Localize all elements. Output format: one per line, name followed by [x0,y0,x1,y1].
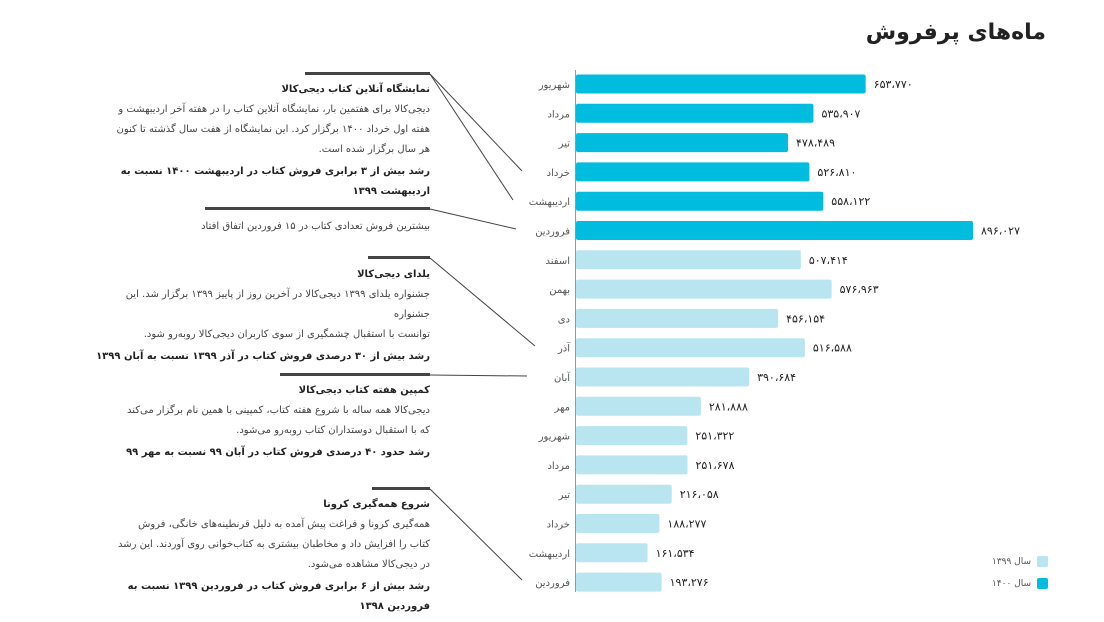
annotation-rule [305,72,430,75]
bar-value-label: ۵۱۶،۵۸۸ [812,341,852,355]
annotation-line: که با استقبال دوستداران کتاب روبه‌رو می‌شود. [236,425,430,436]
bar-1400 [576,104,813,123]
annotation-line: هفته اول خرداد ۱۴۰۰ برگزار کرد. این نمایشگاه از هفت سال گذشته تا کنون [116,124,430,135]
category-label: فروردین [535,578,570,590]
bar-1399 [576,455,688,474]
annotation-highlight: رشد بیش از ۶ برابری فروش کتاب در فروردین ۱۳۹۹ نسبت به فروردین ۱۳۹۸ [127,581,430,612]
bar-1400 [576,75,866,94]
annotation-line: جشنواره یلدای ۱۳۹۹ دیجی‌کالا در آخرین روز از پاییز ۱۳۹۹ برگزار شد. این جشنواره [125,289,430,320]
bar-value-label: ۴۷۸،۴۸۹ [796,136,836,150]
category-label: مرداد [547,109,570,121]
bar-value-label: ۶۵۳،۷۷۰ [873,78,913,91]
bar-value-label: ۳۹۰،۶۸۴ [757,371,797,384]
annotation-line: در دیجی‌کالا مشاهده می‌شود. [307,559,430,570]
category-label: شهریور [538,80,570,91]
category-label: آذر [557,343,570,355]
bar-value-label: ۲۵۱،۳۲۲ [695,429,735,443]
legend-item-1399 [992,556,1048,567]
category-label: مهر [554,402,570,414]
category-label: اردیبهشت [528,548,570,560]
category-label: تیر [558,138,570,150]
bar-value-label: ۵۵۸،۱۲۲ [831,195,871,209]
leader-line [430,375,527,376]
annotation-rule [368,256,430,259]
annotation-title: یلدای دیجی‌کالا [357,269,430,280]
bar-value-label: ۵۰۷،۴۱۴ [808,253,848,267]
bar-1399 [576,543,648,562]
annotation-rule [205,207,430,210]
bar-1399 [576,485,672,504]
leader-lines [430,74,535,580]
annotation-line: کتاب را افزایش داد و مخاطبان بیشتری به کتاب‌خوانی روی آوردند. این رشد [117,539,430,550]
annotation-title: کمپین هفته کتاب دیجی‌کالا [298,385,430,396]
legend-swatch [1037,578,1048,589]
bar-1399 [576,250,801,269]
bar-1399 [576,338,805,357]
annotation-rule [280,373,430,376]
category-label: دی [557,314,570,326]
annotation-highlight: رشد بیش از ۳۰ درصدی فروش کتاب در آذر ۱۳۹۹ نسبت به آبان ۱۳۹۹ [96,351,430,362]
bar-1400 [576,133,788,152]
bar-1399 [576,397,701,416]
leader-line [430,258,535,346]
annotation-highlight: رشد حدود ۴۰ درصدی فروش کتاب در آبان ۹۹ نسبت به مهر ۹۹ [126,447,430,458]
annotation-book-fair [95,72,430,202]
category-label: شهریور [538,431,570,443]
category-label: مرداد [547,460,570,472]
category-label: تیر [558,490,570,502]
legend-swatch [1037,556,1048,567]
bar-value-label: ۵۷۶،۹۶۳ [839,283,879,297]
annotation-line: توانست با استقبال چشمگیری از سوی کاربران دیجی‌کالا روبه‌رو شود. [143,329,430,340]
chart-title: ماه‌های پرفروش [865,20,1046,45]
category-label: اسفند [545,255,570,267]
annotation-line: دیجی‌کالا برای هفتمین بار، نمایشگاه آنلاین کتاب را در هفته آخر اردیبهشت و [118,104,430,115]
annotation-line: بیشترین فروش تعدادی کتاب در ۱۵ فروردین اتفاق افتاد [201,221,430,232]
category-label: خرداد [546,519,570,531]
leader-line [430,489,522,580]
bars-group [529,70,1020,592]
bar-value-label: ۱۸۸،۲۷۷ [667,517,707,531]
leader-line [430,74,522,171]
bar-1399 [576,280,832,299]
category-label: آبان [554,373,570,384]
annotation-yalda [95,256,430,367]
legend-item-1400 [992,578,1048,589]
bar-1399 [576,573,662,592]
annotation-title: نمایشگاه آنلاین کتاب دیجی‌کالا [281,84,430,95]
leader-line [430,209,516,229]
annotation-farvardin [95,207,430,237]
bar-value-label: ۵۳۵،۹۰۷ [821,107,861,121]
leader-line [430,74,513,200]
bar-1399 [576,426,687,445]
annotation-line: همه‌گیری کرونا و فراغت پیش آمده به دلیل قرنطینه‌های خانگی، فروش [138,519,430,530]
bar-value-label: ۱۹۳،۲۷۶ [669,576,709,590]
category-label: فروردین [535,226,570,238]
category-label: خرداد [546,167,570,179]
annotation-corona [95,487,430,617]
bar-1400 [576,162,809,181]
bar-value-label: ۵۲۶،۸۱۰ [817,165,857,179]
annotation-highlight: رشد بیش از ۳ برابری فروش کتاب در اردیبهشت ۱۴۰۰ نسبت به اردیبهشت ۱۳۹۹ [120,166,430,197]
bar-1399 [576,368,749,387]
annotation-book-week [95,373,430,463]
bar-1400 [576,192,823,211]
legend-label: سال ۱۴۰۰ [991,579,1031,589]
annotation-title: شروع همه‌گیری کرونا [323,499,430,510]
bar-value-label: ۲۱۶،۰۵۸ [679,488,719,502]
bar-1400 [576,221,973,240]
bar-value-label: ۸۹۶،۰۲۷ [981,224,1020,238]
category-label: بهمن [549,285,570,297]
bar-value-label: ۱۶۱،۵۳۴ [655,546,695,560]
bar-value-label: ۲۵۱،۶۷۸ [695,458,735,472]
legend-label: سال ۱۳۹۹ [991,557,1031,567]
bar-1399 [576,514,659,533]
annotation-line: هر سال برگزار شده است. [318,144,430,155]
bar-1399 [576,309,778,328]
bar-value-label: ۴۵۶،۱۵۴ [786,312,826,326]
annotation-rule [372,487,430,490]
annotation-line: دیجی‌کالا همه ساله با شروع هفته کتاب، کمپینی با همین نام برگزار می‌کند [126,405,430,416]
bar-value-label: ۲۸۱،۸۸۸ [708,400,748,414]
category-label: اردیبهشت [528,197,570,209]
